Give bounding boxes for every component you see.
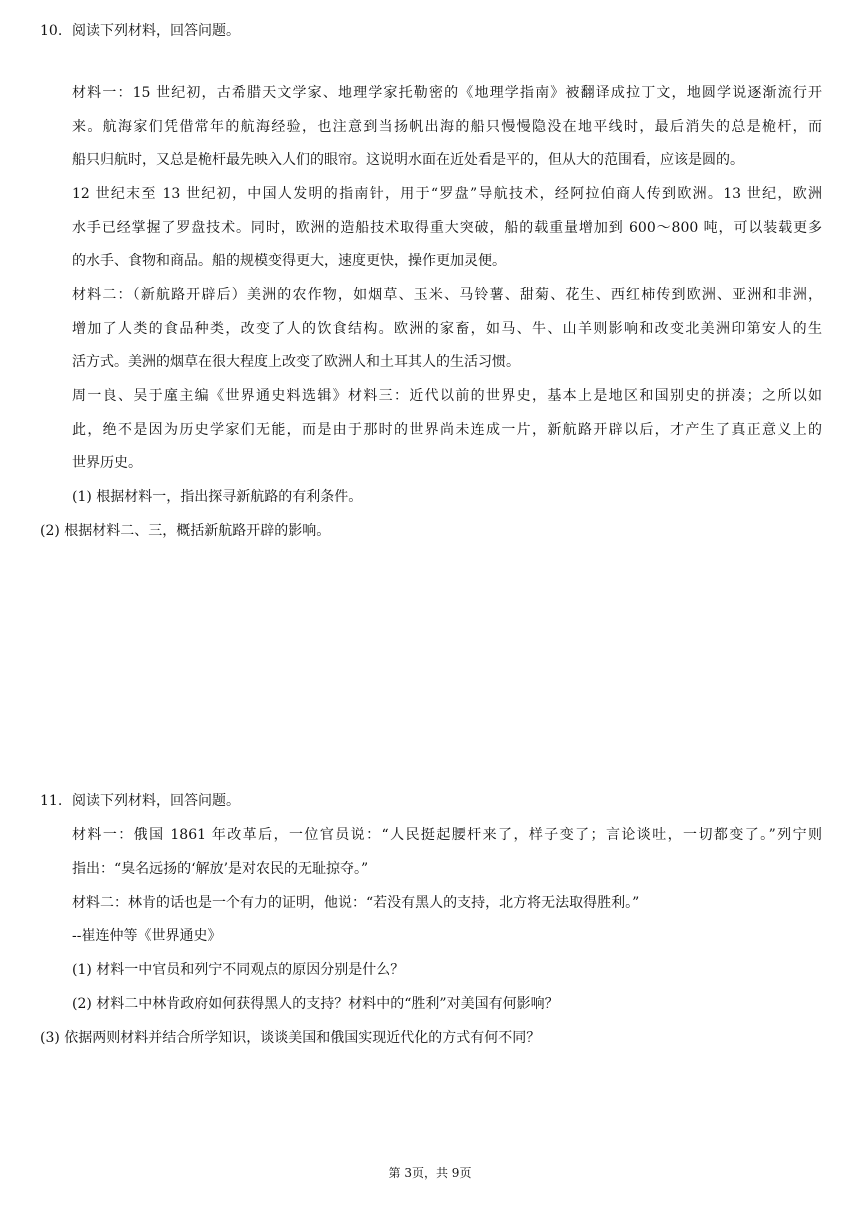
q11-number: 11.: [40, 793, 63, 809]
q10-material3-line2: 此，绝不是因为历史学家们无能，而是由于那时的世界尚未连成一片，新航路开辟以后，才产生了真正意义上的: [72, 422, 822, 438]
q10-material2-line3: 活方式。美洲的烟草在很大程度上改变了欧洲人和土耳其人的生活习惯。: [72, 354, 520, 370]
q11-material2: 材料二：林肯的话也是一个有力的证明，他说：“若没有黑人的支持，北方将无法取得胜利。”: [72, 895, 640, 911]
q10-sub-question-2: (2) 根据材料二、三，概括新航路开辟的影响。: [40, 523, 331, 539]
q11-sub-question-2: (2) 材料二中林肯政府如何获得黑人的支持？材料中的“胜利”对美国有何影响？: [72, 996, 559, 1012]
q10-material1-line2: 来。航海家们凭借常年的航海经验，也注意到当扬帆出海的船只慢慢隐没在地平线时，最后消失的总是桅杆，而: [72, 119, 822, 135]
q10-sub-question-1: (1) 根据材料一，指出探寻新航路的有利条件。: [72, 489, 363, 505]
q10-number: 10.: [40, 23, 63, 39]
q11-sub-question-1: (1) 材料一中官员和列宁不同观点的原因分别是什么？: [72, 962, 405, 978]
q11-material1-line2: 指出：“臭名远扬的‘解放’是对农民的无耻掠夺。”: [72, 861, 369, 877]
q10-material1-line1: 材料一：15 世纪初，古希腊天文学家、地理学家托勒密的《地理学指南》被翻译成拉丁文，地圆学说逐渐流行开: [72, 85, 822, 101]
q10-material1-line3: 船只归航时，又总是桅杆最先映入人们的眼帘。这说明水面在近处看是平的，但从大的范围看，应该是圆的。: [72, 152, 744, 168]
q10-material1-line4: 12 世纪末至 13 世纪初，中国人发明的指南针，用于“罗盘”导航技术，经阿拉伯商人传到欧洲。13 世纪，欧洲: [72, 186, 822, 202]
q11-source: --崔连仲等《世界通史》: [72, 928, 222, 944]
q11-prompt: 阅读下列材料，回答问题。: [72, 793, 240, 809]
q10-material3-line3: 世界历史。: [72, 455, 142, 471]
q10-prompt: 阅读下列材料，回答问题。: [72, 23, 240, 39]
q10-material1-line5: 水手已经掌握了罗盘技术。同时，欧洲的造船技术取得重大突破，船的载重量增加到 600～800 吨，可以装载更多: [72, 220, 822, 236]
q11-sub-question-3: (3) 依据两则材料并结合所学知识，谈谈美国和俄国实现近代化的方式有何不同？: [40, 1030, 541, 1046]
q10-material1-line6: 的水手、食物和商品。船的规模变得更大，速度更快，操作更加灵便。: [72, 253, 506, 269]
q10-material2-line1: 材料二：（新航路开辟后）美洲的农作物，如烟草、玉米、马铃薯、甜菊、花生、西红柿传到欧洲、亚洲和非洲，: [72, 287, 822, 303]
q10-material3-line1: 周一良、吴于廑主编《世界通史料选辑》材料三：近代以前的世界史，基本上是地区和国别史的拼凑；之所以如: [72, 388, 822, 404]
q11-material1-line1: 材料一：俄国 1861 年改革后，一位官员说：“人民挺起腰杆来了，样子变了；言论谈吐，一切都变了。”列宁则: [72, 827, 822, 843]
page-footer: 第 3页，共 9页: [388, 1166, 472, 1180]
q10-material2-line2: 增加了人类的食品种类，改变了人的饮食结构。欧洲的家畜，如马、牛、山羊则影响和改变北美洲印第安人的生: [72, 321, 822, 337]
